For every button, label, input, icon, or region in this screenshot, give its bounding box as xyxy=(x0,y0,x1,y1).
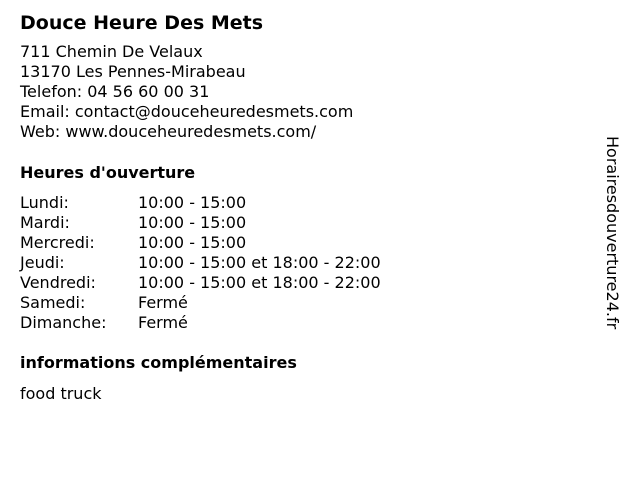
phone-line[interactable]: Telefon: 04 56 60 00 31 xyxy=(20,82,210,101)
day-label: Jeudi: xyxy=(20,253,65,272)
hours-row-thursday xyxy=(20,253,600,273)
website-line[interactable]: Web: www.douceheuredesmets.com/ xyxy=(20,122,317,141)
business-name: Douce Heure Des Mets xyxy=(20,12,264,34)
hours-row-tuesday xyxy=(20,213,600,233)
hours-value: 10:00 - 15:00 et 18:00 - 22:00 xyxy=(138,273,381,292)
hours-row-saturday xyxy=(20,293,600,313)
day-label: Vendredi: xyxy=(20,273,96,292)
day-label: Samedi: xyxy=(20,293,86,312)
day-label: Lundi: xyxy=(20,193,69,212)
city-address: 13170 Les Pennes-Mirabeau xyxy=(20,62,246,81)
additional-info-heading: informations complémentaires xyxy=(20,353,297,372)
hours-value: 10:00 - 15:00 xyxy=(138,193,247,212)
opening-hours-heading: Heures d'ouverture xyxy=(20,163,196,182)
hours-row-wednesday xyxy=(20,233,600,253)
hours-value: Fermé xyxy=(138,293,188,312)
day-label: Mercredi: xyxy=(20,233,95,252)
street-address: 711 Chemin De Velaux xyxy=(20,42,203,61)
day-label: Mardi: xyxy=(20,213,70,232)
hours-row-friday xyxy=(20,273,600,293)
hours-value: Fermé xyxy=(138,313,188,332)
hours-value: 10:00 - 15:00 xyxy=(138,213,247,232)
hours-value: 10:00 - 15:00 et 18:00 - 22:00 xyxy=(138,253,381,272)
day-label: Dimanche: xyxy=(20,313,107,332)
email-line[interactable]: Email: contact@douceheuredesmets.com xyxy=(20,102,354,121)
additional-info-text: food truck xyxy=(20,384,102,403)
contact-block xyxy=(20,42,600,142)
hours-value: 10:00 - 15:00 xyxy=(138,233,247,252)
hours-row-monday xyxy=(20,193,600,213)
site-watermark: Horairesdouverture24.fr xyxy=(603,136,622,330)
hours-row-sunday xyxy=(20,313,600,333)
business-card xyxy=(20,11,600,404)
opening-hours-table xyxy=(20,193,600,333)
